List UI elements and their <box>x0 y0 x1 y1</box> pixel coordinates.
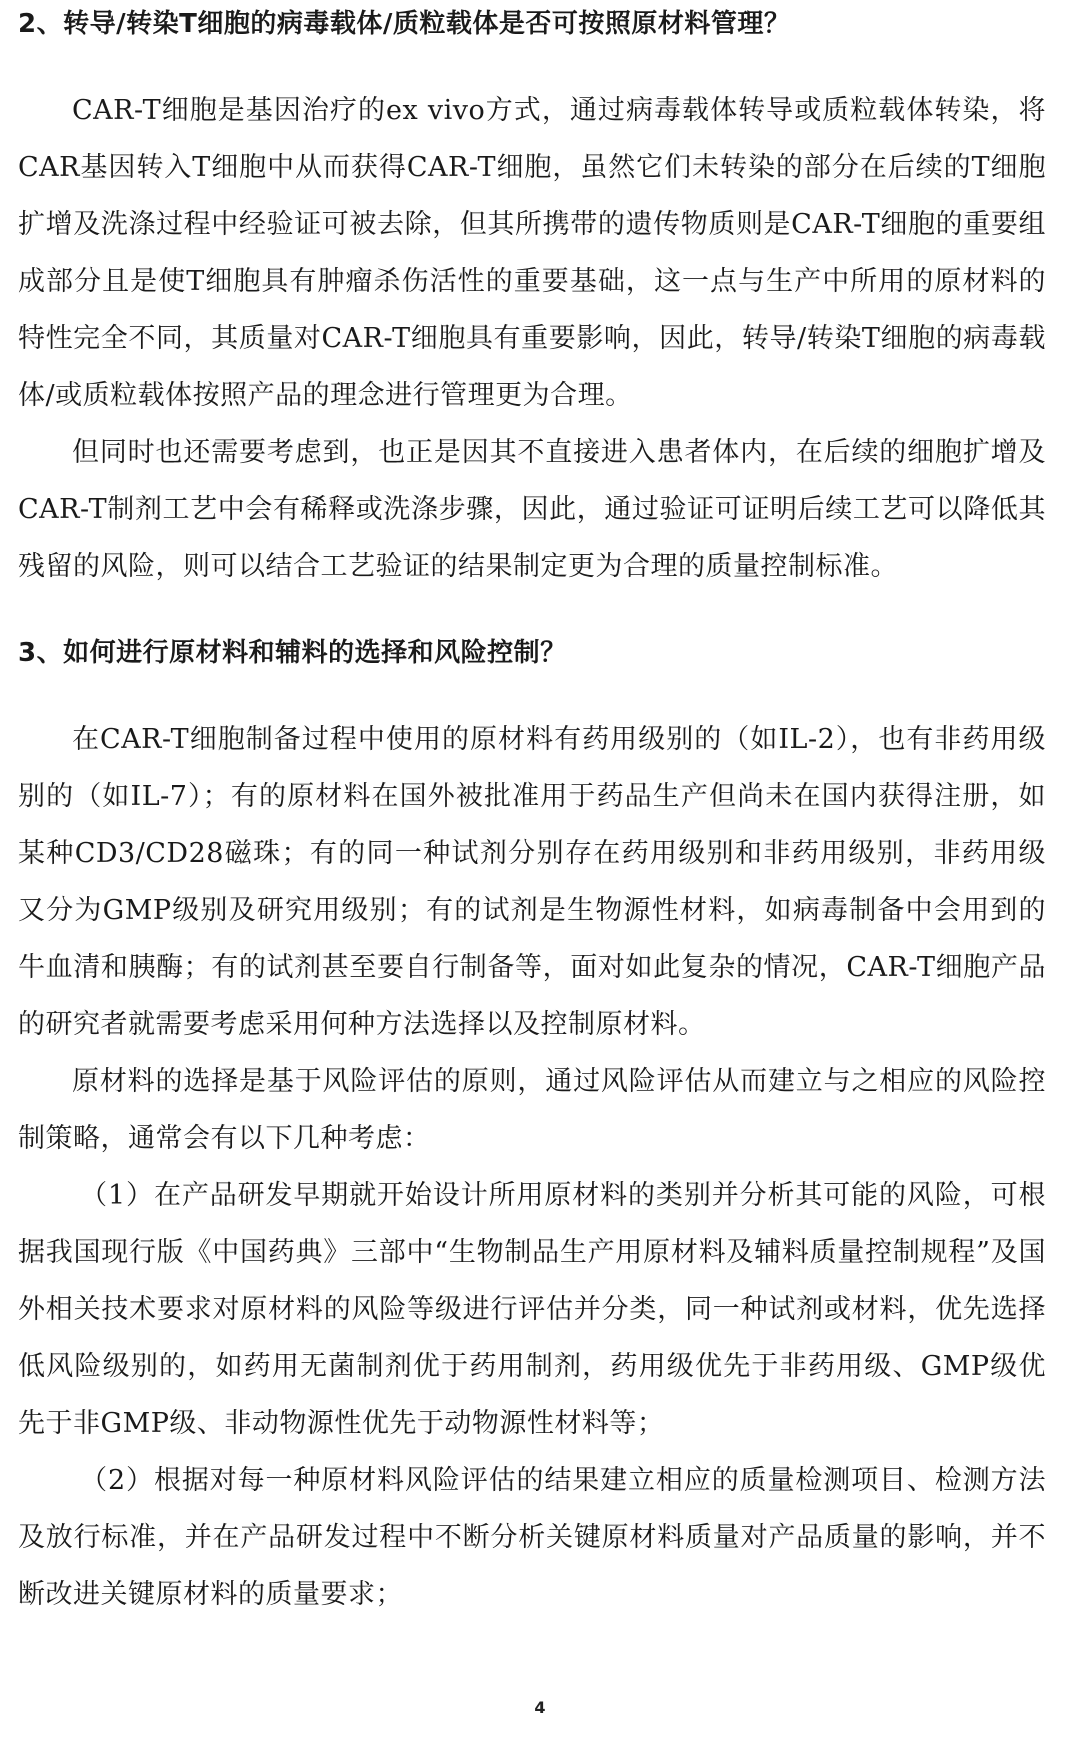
page-number: 4 <box>534 1698 546 1717</box>
paragraph-vector-residual: 但同时也还需要考虑到，也正是因其不直接进入患者体内，在后续的细胞扩增及CAR-T制剂工艺中会有稀释或洗涤步骤，因此，通过验证可证明后续工艺可以降低其残留的风险，则可以结合工艺验证的结果制定更为合理的质量控制标准。 <box>18 437 1046 582</box>
list-item-2: （2）根据对每一种原材料风险评估的结果建立相应的质量检测项目、检测方法及放行标准，并在产品研发过程中不断分析关键原材料质量对产品质量的影响，并不断改进关键原材料的质量要求； <box>18 1465 1046 1610</box>
section-heading-3: 3、如何进行原材料和辅料的选择和风险控制？ <box>18 638 567 668</box>
paragraph-vector-intro: CAR-T细胞是基因治疗的ex vivo方式，通过病毒载体转导或质粒载体转染，将CAR基因转入T细胞中从而获得CAR-T细胞，虽然它们未转染的部分在后续的T细胞扩增及洗涤过程中经验证可被去除，但其所携带的遗传物质则是CAR-T细胞的重要组成部分且是使T细胞具有肿瘤杀伤活性的重要基础，这一点与生产中所用的原材料的特性完全不同，其质量对CAR-T细胞具有重要影响，因此，转导/转染T细胞的病毒载体/或质粒载体按照产品的理念进行管理更为合理。 <box>18 95 1046 411</box>
section-heading-2: 2、转导/转染T细胞的病毒载体/质粒载体是否可按照原材料管理？ <box>18 9 791 39</box>
list-item-1: （1）在产品研发早期就开始设计所用原材料的类别并分析其可能的风险，可根据我国现行版《中国药典》三部中“生物制品生产用原材料及辅料质量控制规程”及国外相关技术要求对原材料的风险等级进行评估并分类，同一种试剂或材料，优先选择低风险级别的，如药用无菌制剂优于药用制剂，药用级优先于非药用级、GMP级优先于非GMP级、非动物源性优先于动物源性材料等； <box>18 1180 1046 1439</box>
paragraph-risk-strategy: 原材料的选择是基于风险评估的原则，通过风险评估从而建立与之相应的风险控制策略，通常会有以下几种考虑： <box>18 1066 1046 1154</box>
paragraph-materials-intro: 在CAR-T细胞制备过程中使用的原材料有药用级别的（如IL-2），也有非药用级别的（如IL-7）；有的原材料在国外被批准用于药品生产但尚未在国内获得注册，如某种CD3/CD28磁珠；有的同一种试剂分别存在药用级别和非药用级别，非药用级又分为GMP级别及研究用级别；有的试剂是生物源性材料，如病毒制备中会用到的牛血清和胰酶；有的试剂甚至要自行制备等，面对如此复杂的情况，CAR-T细胞产品的研究者就需要考虑采用何种方法选择以及控制原材料。 <box>18 724 1046 1040</box>
